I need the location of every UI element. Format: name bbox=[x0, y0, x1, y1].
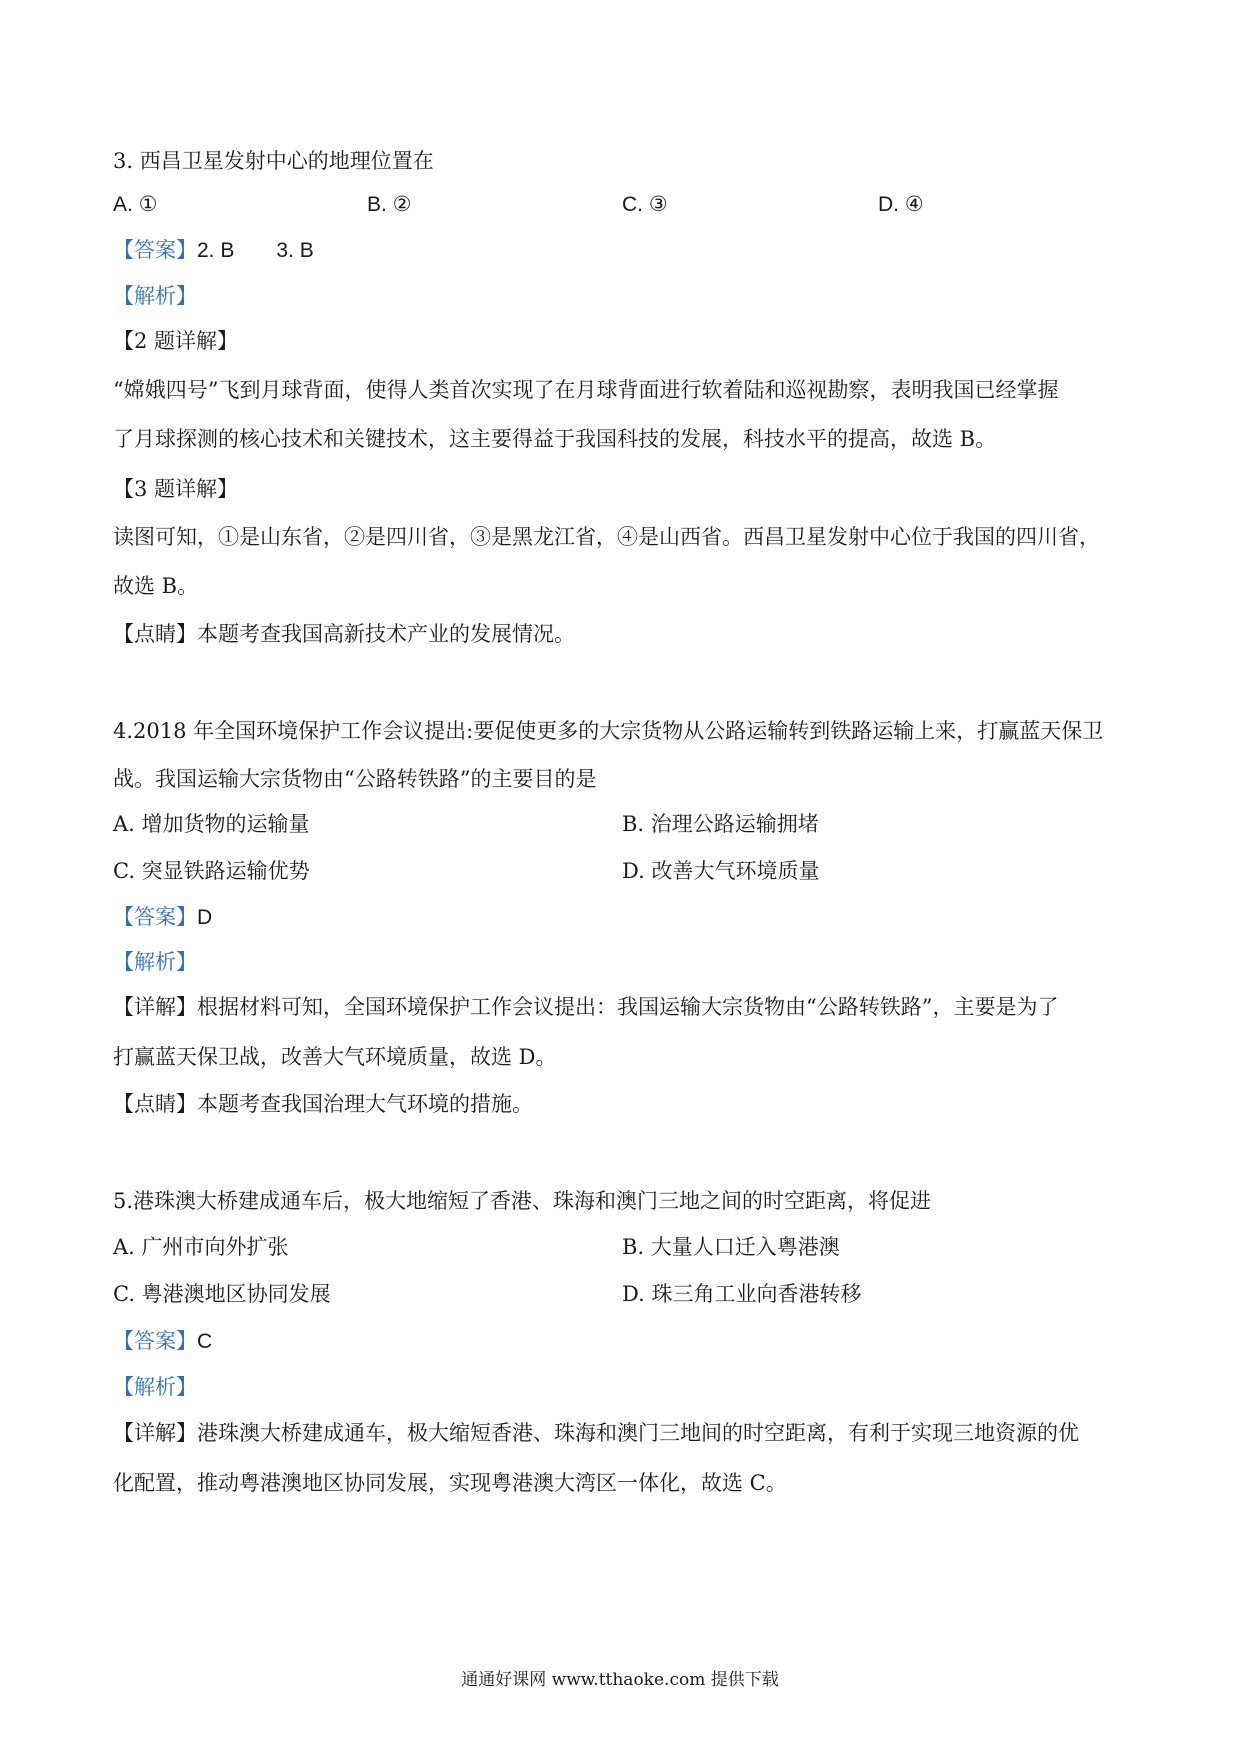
q4-stem-line1: 4.2018 年全国环境保护工作会议提出:要促使更多的大宗货物从公路运输转到铁路运输上来，打赢蓝天保卫 bbox=[113, 719, 1104, 743]
answer-text: 2. B 3. B bbox=[197, 239, 314, 262]
q5-option-a: A. 广州市向外扩张 bbox=[113, 1235, 289, 1259]
q2-detail-line1: “嫦娥四号”飞到月球背面，使得人类首次实现了在月球背面进行软着陆和巡视勘察，表明我国已经掌握 bbox=[113, 378, 1059, 402]
q4-option-d: D. 改善大气环境质量 bbox=[622, 859, 820, 883]
answer-label: 【答案】 bbox=[113, 1329, 197, 1353]
q5-analysis-label: 【解析】 bbox=[113, 1375, 197, 1399]
q5-stem: 5.港珠澳大桥建成通车后，极大地缩短了香港、珠海和澳门三地之间的时空距离，将促进 bbox=[113, 1189, 932, 1213]
q5-answer bbox=[113, 1327, 212, 1356]
q5-option-d: D. 珠三角工业向香港转移 bbox=[622, 1282, 862, 1306]
q5-option-b: B. 大量人口迁入粤港澳 bbox=[622, 1235, 840, 1259]
q2-detail-line2: 了月球探测的核心技术和关键技术，这主要得益于我国科技的发展，科技水平的提高，故选 B。 bbox=[113, 427, 997, 451]
q3-option-a: A. ① bbox=[113, 193, 158, 216]
q4-answer bbox=[113, 903, 212, 932]
q5-detail-line1: 【详解】港珠澳大桥建成通车，极大缩短香港、珠海和澳门三地间的时空距离，有利于实现三地资源的优 bbox=[113, 1421, 1079, 1445]
q3-stem: 3. 西昌卫星发射中心的地理位置在 bbox=[113, 149, 434, 173]
q2-3-analysis-label: 【解析】 bbox=[113, 284, 197, 308]
q3-detail-line1: 读图可知，①是山东省，②是四川省，③是黑龙江省，④是山西省。西昌卫星发射中心位于我国的四川省， bbox=[113, 525, 1100, 549]
q4-stem-line2: 战。我国运输大宗货物由“公路转铁路”的主要目的是 bbox=[113, 767, 597, 791]
q4-analysis-label: 【解析】 bbox=[113, 950, 197, 974]
q4-option-c: C. 突显铁路运输优势 bbox=[113, 859, 310, 883]
q5-detail-line2: 化配置，推动粤港澳地区协同发展，实现粤港澳大湾区一体化，故选 C。 bbox=[113, 1471, 787, 1495]
q3-detail-label: 【3 题详解】 bbox=[113, 477, 239, 501]
q4-detail-line2: 打赢蓝天保卫战，改善大气环境质量，故选 D。 bbox=[113, 1045, 557, 1069]
q2-3-answer bbox=[113, 236, 314, 265]
page-footer: 通通好课网 www.tthaoke.com 提供下载 bbox=[461, 1670, 779, 1690]
q3-option-b: B. ② bbox=[367, 193, 412, 216]
q5-option-c: C. 粤港澳地区协同发展 bbox=[113, 1282, 331, 1306]
q3-option-c: C. ③ bbox=[622, 193, 668, 216]
q3-detail-line2: 故选 B。 bbox=[113, 574, 199, 598]
answer-text: D bbox=[197, 906, 213, 929]
q3-option-d: D. ④ bbox=[878, 193, 924, 216]
q2-detail-label: 【2 题详解】 bbox=[113, 329, 239, 353]
answer-text: C bbox=[197, 1330, 213, 1353]
q4-option-a: A. 增加货物的运输量 bbox=[113, 812, 310, 836]
answer-label: 【答案】 bbox=[113, 238, 197, 262]
q4-detail-line1: 【详解】根据材料可知，全国环境保护工作会议提出：我国运输大宗货物由“公路转铁路”，主要是为了 bbox=[113, 995, 1059, 1019]
q2-3-tip: 【点睛】本题考查我国高新技术产业的发展情况。 bbox=[113, 622, 575, 646]
q4-tip: 【点睛】本题考查我国治理大气环境的措施。 bbox=[113, 1092, 533, 1116]
q4-option-b: B. 治理公路运输拥堵 bbox=[622, 812, 819, 836]
answer-label: 【答案】 bbox=[113, 905, 197, 929]
